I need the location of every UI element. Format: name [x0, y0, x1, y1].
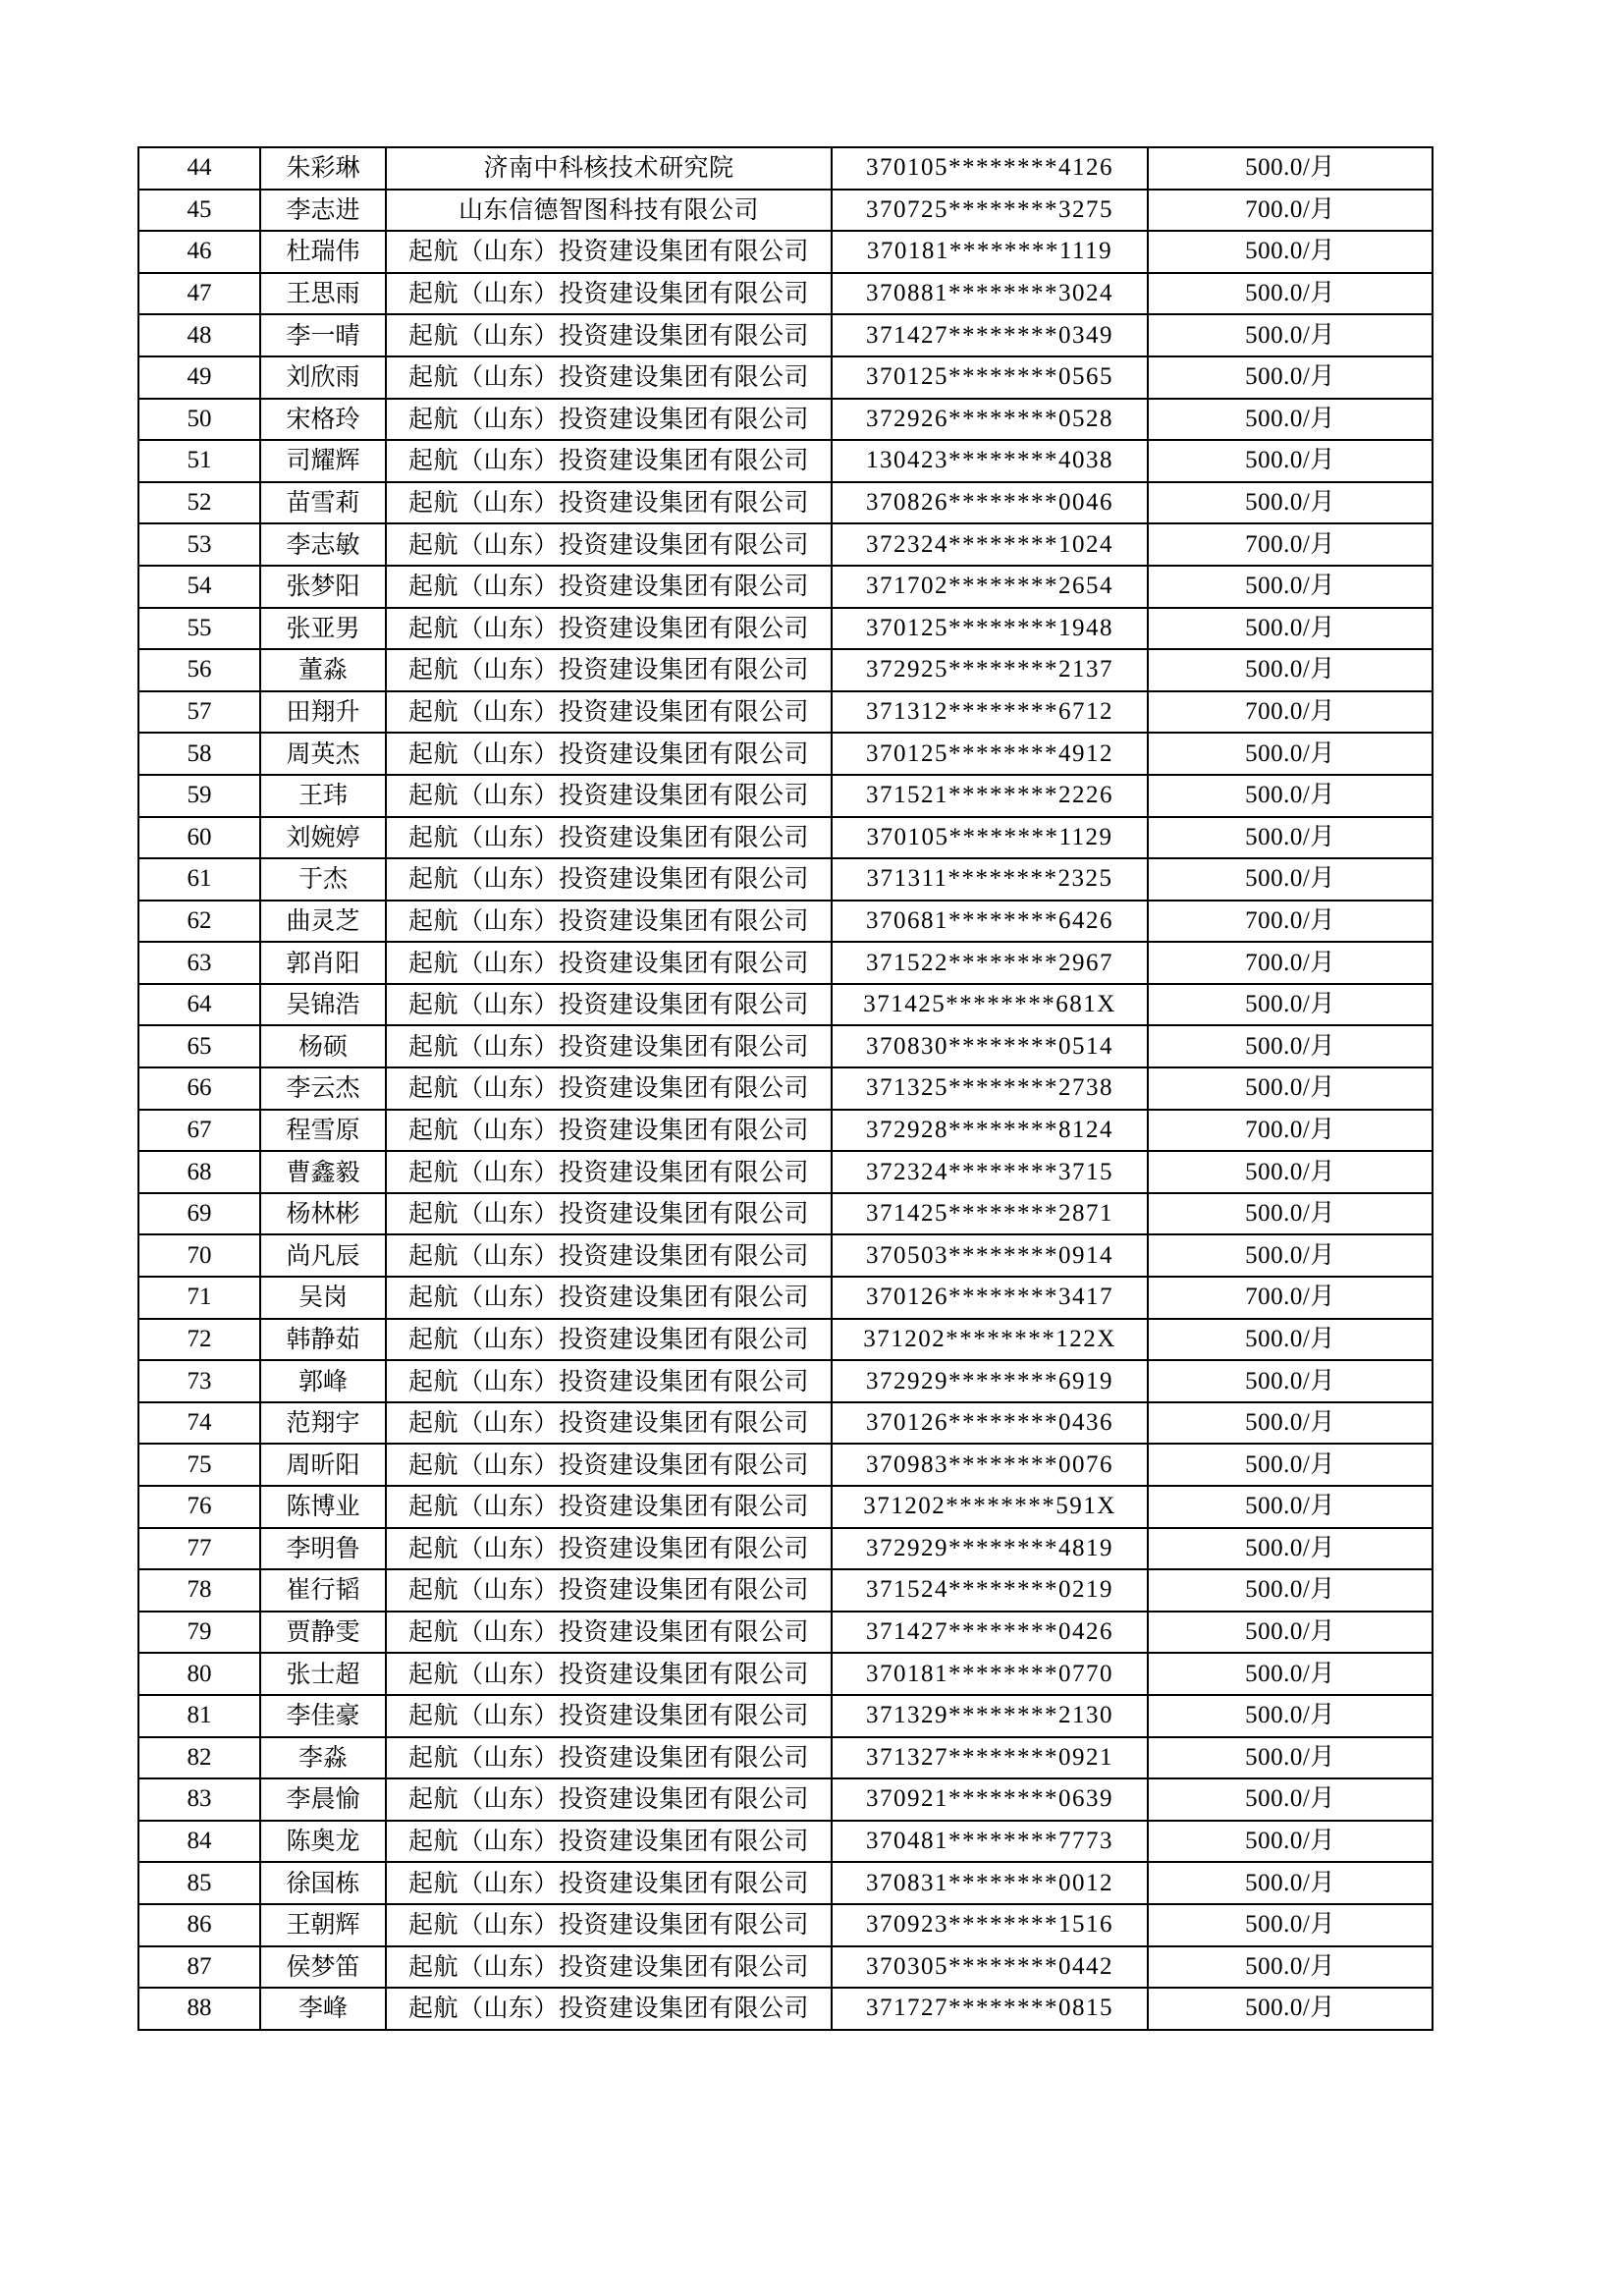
row-number-cell: 74: [138, 1402, 260, 1445]
organization-cell: 起航（山东）投资建设集团有限公司: [386, 691, 832, 734]
id-number-cell: 371727********0815: [832, 1988, 1148, 2030]
subsidy-amount-cell: 700.0/月: [1148, 901, 1433, 943]
person-name-cell: 周昕阳: [260, 1444, 386, 1486]
id-number-cell: 370830********0514: [832, 1025, 1148, 1067]
id-number-cell: 371202********122X: [832, 1319, 1148, 1361]
table-row: [138, 858, 1433, 901]
organization-cell: 起航（山东）投资建设集团有限公司: [386, 901, 832, 943]
id-number-cell: 372925********2137: [832, 649, 1148, 691]
row-number-cell: 59: [138, 775, 260, 817]
row-number-cell: 58: [138, 733, 260, 775]
table-row: [138, 1946, 1433, 1989]
id-number-cell: 130423********4038: [832, 440, 1148, 482]
person-name-cell: 田翔升: [260, 691, 386, 734]
subsidy-amount-cell: 500.0/月: [1148, 1444, 1433, 1486]
row-number-cell: 81: [138, 1695, 260, 1737]
table-row: [138, 273, 1433, 315]
id-number-cell: 370983********0076: [832, 1444, 1148, 1486]
id-number-cell: 370126********0436: [832, 1402, 1148, 1445]
subsidy-amount-cell: 500.0/月: [1148, 1234, 1433, 1277]
id-number-cell: 372324********3715: [832, 1151, 1148, 1193]
row-number-cell: 45: [138, 190, 260, 232]
id-number-cell: 371312********6712: [832, 691, 1148, 734]
row-number-cell: 72: [138, 1319, 260, 1361]
table-row: [138, 1402, 1433, 1445]
id-number-cell: 371311********2325: [832, 858, 1148, 901]
subsidy-amount-cell: 700.0/月: [1148, 1110, 1433, 1152]
subsidy-amount-cell: 500.0/月: [1148, 1025, 1433, 1067]
row-number-cell: 77: [138, 1528, 260, 1570]
table-row: [138, 1862, 1433, 1904]
row-number-cell: 50: [138, 399, 260, 441]
row-number-cell: 57: [138, 691, 260, 734]
row-number-cell: 76: [138, 1486, 260, 1528]
subsidy-amount-cell: 500.0/月: [1148, 1486, 1433, 1528]
subsidy-amount-cell: 500.0/月: [1148, 231, 1433, 273]
id-number-cell: 371325********2738: [832, 1067, 1148, 1110]
person-name-cell: 李峰: [260, 1988, 386, 2030]
id-number-cell: 370725********3275: [832, 190, 1148, 232]
organization-cell: 起航（山东）投资建设集团有限公司: [386, 1151, 832, 1193]
table-row: [138, 817, 1433, 859]
row-number-cell: 80: [138, 1653, 260, 1695]
organization-cell: 起航（山东）投资建设集团有限公司: [386, 1737, 832, 1779]
row-number-cell: 68: [138, 1151, 260, 1193]
person-name-cell: 李晨愉: [260, 1778, 386, 1821]
id-number-cell: 370503********0914: [832, 1234, 1148, 1277]
row-number-cell: 70: [138, 1234, 260, 1277]
person-name-cell: 贾静雯: [260, 1612, 386, 1654]
row-number-cell: 86: [138, 1904, 260, 1946]
id-number-cell: 372926********0528: [832, 399, 1148, 441]
table-row: [138, 1319, 1433, 1361]
organization-cell: 起航（山东）投资建设集团有限公司: [386, 1778, 832, 1821]
row-number-cell: 87: [138, 1946, 260, 1989]
organization-cell: 起航（山东）投资建设集团有限公司: [386, 1946, 832, 1989]
table-row: [138, 1360, 1433, 1402]
subsidy-amount-cell: 500.0/月: [1148, 733, 1433, 775]
organization-cell: 起航（山东）投资建设集团有限公司: [386, 733, 832, 775]
table-row: [138, 1486, 1433, 1528]
subsidy-amount-cell: 500.0/月: [1148, 1862, 1433, 1904]
person-name-cell: 周英杰: [260, 733, 386, 775]
person-name-cell: 司耀辉: [260, 440, 386, 482]
table-row: [138, 608, 1433, 650]
subsidy-amount-cell: 500.0/月: [1148, 1360, 1433, 1402]
organization-cell: 起航（山东）投资建设集团有限公司: [386, 1360, 832, 1402]
id-number-cell: 370181********0770: [832, 1653, 1148, 1695]
table-row: [138, 482, 1433, 524]
id-number-cell: 370881********3024: [832, 273, 1148, 315]
subsidy-amount-cell: 500.0/月: [1148, 1904, 1433, 1946]
subsidy-amount-cell: 500.0/月: [1148, 1988, 1433, 2030]
person-name-cell: 徐国栋: [260, 1862, 386, 1904]
row-number-cell: 65: [138, 1025, 260, 1067]
subsidy-amount-cell: 500.0/月: [1148, 858, 1433, 901]
id-number-cell: 371521********2226: [832, 775, 1148, 817]
id-number-cell: 370923********1516: [832, 1904, 1148, 1946]
row-number-cell: 66: [138, 1067, 260, 1110]
table-row: [138, 1528, 1433, 1570]
subsidy-amount-cell: 500.0/月: [1148, 1821, 1433, 1863]
organization-cell: 起航（山东）投资建设集团有限公司: [386, 273, 832, 315]
id-number-cell: 371202********591X: [832, 1486, 1148, 1528]
organization-cell: 起航（山东）投资建设集团有限公司: [386, 1862, 832, 1904]
table-row: [138, 691, 1433, 734]
person-name-cell: 朱彩琳: [260, 147, 386, 190]
person-name-cell: 宋格玲: [260, 399, 386, 441]
row-number-cell: 79: [138, 1612, 260, 1654]
subsidy-list-table-container: [137, 146, 1432, 2031]
person-name-cell: 王朝辉: [260, 1904, 386, 1946]
person-name-cell: 尚凡辰: [260, 1234, 386, 1277]
organization-cell: 山东信德智图科技有限公司: [386, 190, 832, 232]
row-number-cell: 46: [138, 231, 260, 273]
id-number-cell: 370125********4912: [832, 733, 1148, 775]
row-number-cell: 56: [138, 649, 260, 691]
organization-cell: 起航（山东）投资建设集团有限公司: [386, 817, 832, 859]
id-number-cell: 371522********2967: [832, 942, 1148, 984]
subsidy-amount-cell: 700.0/月: [1148, 942, 1433, 984]
subsidy-amount-cell: 500.0/月: [1148, 1946, 1433, 1989]
subsidy-list-table: [137, 146, 1434, 2031]
subsidy-amount-cell: 500.0/月: [1148, 984, 1433, 1026]
table-row: [138, 147, 1433, 190]
row-number-cell: 63: [138, 942, 260, 984]
table-row: [138, 399, 1433, 441]
person-name-cell: 李佳豪: [260, 1695, 386, 1737]
subsidy-amount-cell: 500.0/月: [1148, 1193, 1433, 1235]
organization-cell: 起航（山东）投资建设集团有限公司: [386, 314, 832, 356]
person-name-cell: 董淼: [260, 649, 386, 691]
table-row: [138, 1025, 1433, 1067]
organization-cell: 起航（山东）投资建设集团有限公司: [386, 608, 832, 650]
table-row: [138, 1193, 1433, 1235]
person-name-cell: 韩静茹: [260, 1319, 386, 1361]
table-row: [138, 1067, 1433, 1110]
table-row: [138, 1988, 1433, 2030]
id-number-cell: 371425********2871: [832, 1193, 1148, 1235]
organization-cell: 起航（山东）投资建设集团有限公司: [386, 1612, 832, 1654]
organization-cell: 起航（山东）投资建设集团有限公司: [386, 942, 832, 984]
person-name-cell: 李一晴: [260, 314, 386, 356]
subsidy-amount-cell: 500.0/月: [1148, 440, 1433, 482]
person-name-cell: 张亚男: [260, 608, 386, 650]
row-number-cell: 78: [138, 1569, 260, 1612]
organization-cell: 起航（山东）投资建设集团有限公司: [386, 1653, 832, 1695]
subsidy-amount-cell: 500.0/月: [1148, 1569, 1433, 1612]
table-row: [138, 1653, 1433, 1695]
person-name-cell: 刘欣雨: [260, 356, 386, 399]
organization-cell: 起航（山东）投资建设集团有限公司: [386, 1695, 832, 1737]
table-row: [138, 566, 1433, 608]
id-number-cell: 370831********0012: [832, 1862, 1148, 1904]
id-number-cell: 370105********1129: [832, 817, 1148, 859]
subsidy-amount-cell: 500.0/月: [1148, 147, 1433, 190]
organization-cell: 起航（山东）投资建设集团有限公司: [386, 1110, 832, 1152]
id-number-cell: 371427********0349: [832, 314, 1148, 356]
subsidy-amount-cell: 500.0/月: [1148, 649, 1433, 691]
table-row: [138, 1612, 1433, 1654]
table-row: [138, 1277, 1433, 1319]
organization-cell: 起航（山东）投资建设集团有限公司: [386, 1277, 832, 1319]
subsidy-amount-cell: 700.0/月: [1148, 523, 1433, 566]
organization-cell: 起航（山东）投资建设集团有限公司: [386, 1444, 832, 1486]
row-number-cell: 82: [138, 1737, 260, 1779]
table-row: [138, 984, 1433, 1026]
id-number-cell: 371427********0426: [832, 1612, 1148, 1654]
organization-cell: 起航（山东）投资建设集团有限公司: [386, 399, 832, 441]
person-name-cell: 李志进: [260, 190, 386, 232]
id-number-cell: 370126********3417: [832, 1277, 1148, 1319]
organization-cell: 起航（山东）投资建设集团有限公司: [386, 1067, 832, 1110]
organization-cell: 起航（山东）投资建设集团有限公司: [386, 1234, 832, 1277]
id-number-cell: 370826********0046: [832, 482, 1148, 524]
table-row: [138, 775, 1433, 817]
person-name-cell: 侯梦笛: [260, 1946, 386, 1989]
id-number-cell: 370181********1119: [832, 231, 1148, 273]
id-number-cell: 372928********8124: [832, 1110, 1148, 1152]
id-number-cell: 370125********1948: [832, 608, 1148, 650]
table-row: [138, 1110, 1433, 1152]
table-row: [138, 1904, 1433, 1946]
table-row: [138, 1151, 1433, 1193]
organization-cell: 起航（山东）投资建设集团有限公司: [386, 1569, 832, 1612]
person-name-cell: 李云杰: [260, 1067, 386, 1110]
person-name-cell: 刘婉婷: [260, 817, 386, 859]
person-name-cell: 崔行韬: [260, 1569, 386, 1612]
row-number-cell: 47: [138, 273, 260, 315]
id-number-cell: 372324********1024: [832, 523, 1148, 566]
subsidy-amount-cell: 700.0/月: [1148, 691, 1433, 734]
id-number-cell: 370681********6426: [832, 901, 1148, 943]
person-name-cell: 王思雨: [260, 273, 386, 315]
subsidy-amount-cell: 500.0/月: [1148, 399, 1433, 441]
organization-cell: 起航（山东）投资建设集团有限公司: [386, 775, 832, 817]
person-name-cell: 杨硕: [260, 1025, 386, 1067]
subsidy-amount-cell: 500.0/月: [1148, 1612, 1433, 1654]
organization-cell: 起航（山东）投资建设集团有限公司: [386, 566, 832, 608]
id-number-cell: 370481********7773: [832, 1821, 1148, 1863]
organization-cell: 起航（山东）投资建设集团有限公司: [386, 1402, 832, 1445]
row-number-cell: 64: [138, 984, 260, 1026]
table-row: [138, 901, 1433, 943]
row-number-cell: 54: [138, 566, 260, 608]
table-row: [138, 523, 1433, 566]
row-number-cell: 62: [138, 901, 260, 943]
id-number-cell: 371702********2654: [832, 566, 1148, 608]
subsidy-amount-cell: 500.0/月: [1148, 1695, 1433, 1737]
row-number-cell: 67: [138, 1110, 260, 1152]
subsidy-amount-cell: 500.0/月: [1148, 1778, 1433, 1821]
subsidy-amount-cell: 500.0/月: [1148, 356, 1433, 399]
table-row: [138, 1737, 1433, 1779]
id-number-cell: 371327********0921: [832, 1737, 1148, 1779]
subsidy-amount-cell: 500.0/月: [1148, 1402, 1433, 1445]
table-row: [138, 1569, 1433, 1612]
subsidy-amount-cell: 700.0/月: [1148, 1277, 1433, 1319]
subsidy-amount-cell: 500.0/月: [1148, 273, 1433, 315]
person-name-cell: 李明鲁: [260, 1528, 386, 1570]
row-number-cell: 52: [138, 482, 260, 524]
person-name-cell: 张士超: [260, 1653, 386, 1695]
person-name-cell: 郭肖阳: [260, 942, 386, 984]
person-name-cell: 吴锦浩: [260, 984, 386, 1026]
person-name-cell: 范翔宇: [260, 1402, 386, 1445]
person-name-cell: 陈奥龙: [260, 1821, 386, 1863]
subsidy-amount-cell: 500.0/月: [1148, 1319, 1433, 1361]
organization-cell: 起航（山东）投资建设集团有限公司: [386, 649, 832, 691]
id-number-cell: 370125********0565: [832, 356, 1148, 399]
table-row: [138, 1234, 1433, 1277]
person-name-cell: 杨林彬: [260, 1193, 386, 1235]
table-row: [138, 1778, 1433, 1821]
person-name-cell: 吴岗: [260, 1277, 386, 1319]
organization-cell: 起航（山东）投资建设集团有限公司: [386, 482, 832, 524]
row-number-cell: 53: [138, 523, 260, 566]
subsidy-amount-cell: 500.0/月: [1148, 775, 1433, 817]
table-row: [138, 1821, 1433, 1863]
organization-cell: 起航（山东）投资建设集团有限公司: [386, 1988, 832, 2030]
table-row: [138, 942, 1433, 984]
person-name-cell: 李淼: [260, 1737, 386, 1779]
organization-cell: 济南中科核技术研究院: [386, 147, 832, 190]
table-row: [138, 231, 1433, 273]
organization-cell: 起航（山东）投资建设集团有限公司: [386, 1319, 832, 1361]
organization-cell: 起航（山东）投资建设集团有限公司: [386, 1193, 832, 1235]
person-name-cell: 曹鑫毅: [260, 1151, 386, 1193]
organization-cell: 起航（山东）投资建设集团有限公司: [386, 440, 832, 482]
subsidy-amount-cell: 500.0/月: [1148, 1653, 1433, 1695]
table-row: [138, 356, 1433, 399]
organization-cell: 起航（山东）投资建设集团有限公司: [386, 523, 832, 566]
row-number-cell: 44: [138, 147, 260, 190]
row-number-cell: 83: [138, 1778, 260, 1821]
row-number-cell: 88: [138, 1988, 260, 2030]
person-name-cell: 程雪原: [260, 1110, 386, 1152]
organization-cell: 起航（山东）投资建设集团有限公司: [386, 984, 832, 1026]
id-number-cell: 372929********4819: [832, 1528, 1148, 1570]
id-number-cell: 372929********6919: [832, 1360, 1148, 1402]
row-number-cell: 49: [138, 356, 260, 399]
table-row: [138, 190, 1433, 232]
subsidy-amount-cell: 500.0/月: [1148, 1067, 1433, 1110]
organization-cell: 起航（山东）投资建设集团有限公司: [386, 1486, 832, 1528]
row-number-cell: 48: [138, 314, 260, 356]
subsidy-amount-cell: 500.0/月: [1148, 608, 1433, 650]
organization-cell: 起航（山东）投资建设集团有限公司: [386, 858, 832, 901]
subsidy-amount-cell: 500.0/月: [1148, 1151, 1433, 1193]
subsidy-amount-cell: 500.0/月: [1148, 482, 1433, 524]
person-name-cell: 陈博业: [260, 1486, 386, 1528]
table-row: [138, 440, 1433, 482]
row-number-cell: 61: [138, 858, 260, 901]
table-body: [138, 147, 1433, 2030]
table-row: [138, 733, 1433, 775]
subsidy-amount-cell: 500.0/月: [1148, 1737, 1433, 1779]
person-name-cell: 王玮: [260, 775, 386, 817]
id-number-cell: 370921********0639: [832, 1778, 1148, 1821]
person-name-cell: 曲灵芝: [260, 901, 386, 943]
id-number-cell: 370105********4126: [832, 147, 1148, 190]
person-name-cell: 张梦阳: [260, 566, 386, 608]
id-number-cell: 370305********0442: [832, 1946, 1148, 1989]
id-number-cell: 371425********681X: [832, 984, 1148, 1026]
organization-cell: 起航（山东）投资建设集团有限公司: [386, 1904, 832, 1946]
person-name-cell: 郭峰: [260, 1360, 386, 1402]
subsidy-amount-cell: 500.0/月: [1148, 1528, 1433, 1570]
organization-cell: 起航（山东）投资建设集团有限公司: [386, 1821, 832, 1863]
id-number-cell: 371524********0219: [832, 1569, 1148, 1612]
id-number-cell: 371329********2130: [832, 1695, 1148, 1737]
organization-cell: 起航（山东）投资建设集团有限公司: [386, 1025, 832, 1067]
row-number-cell: 55: [138, 608, 260, 650]
table-row: [138, 1444, 1433, 1486]
person-name-cell: 李志敏: [260, 523, 386, 566]
subsidy-amount-cell: 500.0/月: [1148, 566, 1433, 608]
row-number-cell: 69: [138, 1193, 260, 1235]
organization-cell: 起航（山东）投资建设集团有限公司: [386, 356, 832, 399]
subsidy-amount-cell: 500.0/月: [1148, 314, 1433, 356]
row-number-cell: 71: [138, 1277, 260, 1319]
row-number-cell: 85: [138, 1862, 260, 1904]
person-name-cell: 苗雪莉: [260, 482, 386, 524]
row-number-cell: 73: [138, 1360, 260, 1402]
row-number-cell: 60: [138, 817, 260, 859]
subsidy-amount-cell: 500.0/月: [1148, 817, 1433, 859]
row-number-cell: 84: [138, 1821, 260, 1863]
person-name-cell: 杜瑞伟: [260, 231, 386, 273]
row-number-cell: 75: [138, 1444, 260, 1486]
table-row: [138, 1695, 1433, 1737]
organization-cell: 起航（山东）投资建设集团有限公司: [386, 1528, 832, 1570]
table-row: [138, 314, 1433, 356]
row-number-cell: 51: [138, 440, 260, 482]
person-name-cell: 于杰: [260, 858, 386, 901]
table-row: [138, 649, 1433, 691]
organization-cell: 起航（山东）投资建设集团有限公司: [386, 231, 832, 273]
subsidy-amount-cell: 700.0/月: [1148, 190, 1433, 232]
